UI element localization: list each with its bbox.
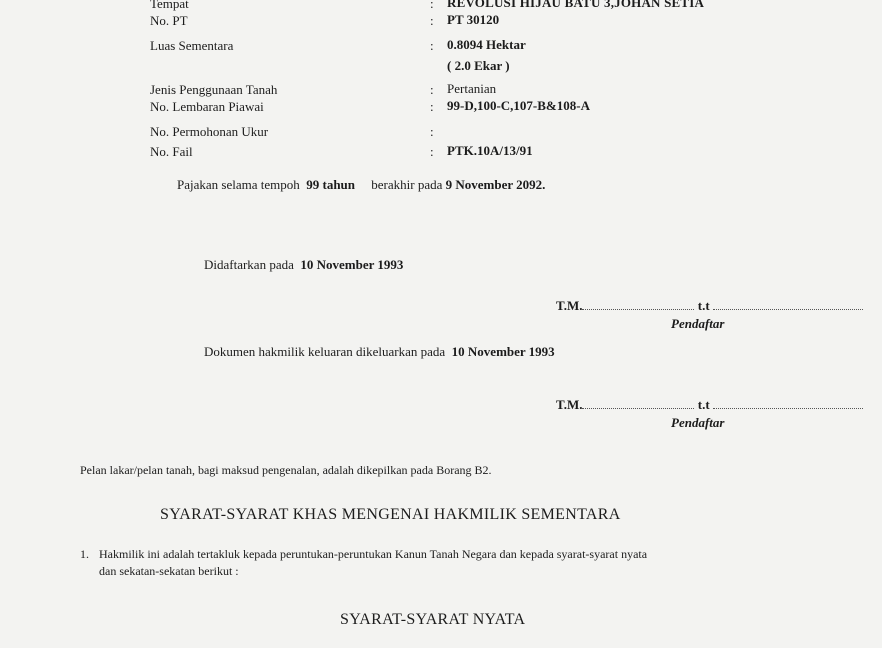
tm-label: T.M.: [556, 397, 583, 412]
field-value-no-fail: PTK.10A/13/91: [447, 143, 533, 158]
signature-dotted-line: [582, 299, 694, 310]
tt-label: t.t: [697, 298, 710, 313]
colon: :: [430, 99, 434, 114]
field-label-no-lembaran: No. Lembaran Piawai: [150, 99, 264, 114]
field-label-no-permohonan: No. Permohonan Ukur: [150, 124, 269, 139]
signature-dotted-line: [713, 299, 863, 310]
issuance-date: 10 November 1993: [451, 344, 555, 359]
issuance-prefix: Dokumen hakmilik keluaran dikeluarkan pada: [204, 344, 446, 359]
lease-line: [177, 177, 545, 193]
registration-prefix: Didaftarkan pada: [204, 257, 294, 272]
lease-term: 99 tahun: [306, 177, 356, 192]
colon: :: [430, 0, 434, 11]
field-value-luas: 0.8094 Hektar: [447, 37, 526, 52]
clause-1-line-1: Hakmilik ini adalah tertakluk kepada peruntukan-peruntukan Kanun Tanah Negara dan kepada syarat-syarat nyata: [99, 547, 648, 561]
field-value-no-pt: PT 30120: [447, 12, 500, 27]
field-label-tempat: Tempat: [150, 0, 189, 11]
colon: :: [430, 38, 434, 53]
field-label-jenis-penggunaan: Jenis Penggunaan Tanah: [150, 82, 278, 97]
signature-dotted-line: [713, 398, 863, 409]
colon: :: [430, 82, 434, 97]
signature-line-1: [556, 298, 863, 314]
tm-label: T.M.: [556, 298, 583, 313]
field-value-lembaran: 99-D,100-C,107-B&108-A: [447, 98, 590, 113]
field-value-tempat: REVOLUSI HIJAU BATU 3,JOHAN SETIA: [447, 0, 705, 10]
issuance-line: [204, 344, 555, 360]
registration-date: 10 November 1993: [300, 257, 404, 272]
field-label-no-pt: No. PT: [150, 13, 188, 28]
colon: :: [430, 13, 434, 28]
heading-syarat-nyata: SYARAT-SYARAT NYATA: [340, 611, 526, 628]
pendaftar-label-1: Pendaftar: [671, 316, 725, 331]
tt-label: t.t: [697, 397, 710, 412]
lease-prefix: Pajakan selama tempoh: [177, 177, 300, 192]
heading-syarat-khas: SYARAT-SYARAT KHAS MENGENAI HAKMILIK SEMENTARA: [160, 506, 621, 523]
field-value-jenis: Pertanian: [447, 81, 497, 96]
field-label-no-fail: No. Fail: [150, 144, 193, 159]
pendaftar-label-2: Pendaftar: [671, 415, 725, 430]
lease-middle: berakhir pada: [371, 177, 443, 192]
signature-dotted-line: [582, 398, 694, 409]
clause-1-line-2: dan sekatan-sekatan berikut :: [99, 564, 239, 578]
field-label-luas-sementara: Luas Sementara: [150, 38, 234, 53]
clause-number: 1.: [80, 547, 89, 561]
field-value-luas-ekar: ( 2.0 Ekar ): [447, 58, 510, 73]
lease-end-date: 9 November 2092.: [445, 177, 546, 192]
plan-note: Pelan lakar/pelan tanah, bagi maksud pengenalan, adalah dikepilkan pada Borang B2.: [80, 463, 492, 477]
colon: :: [430, 124, 434, 139]
signature-line-2: [556, 397, 863, 413]
colon: :: [430, 144, 434, 159]
registration-line: [204, 257, 403, 273]
